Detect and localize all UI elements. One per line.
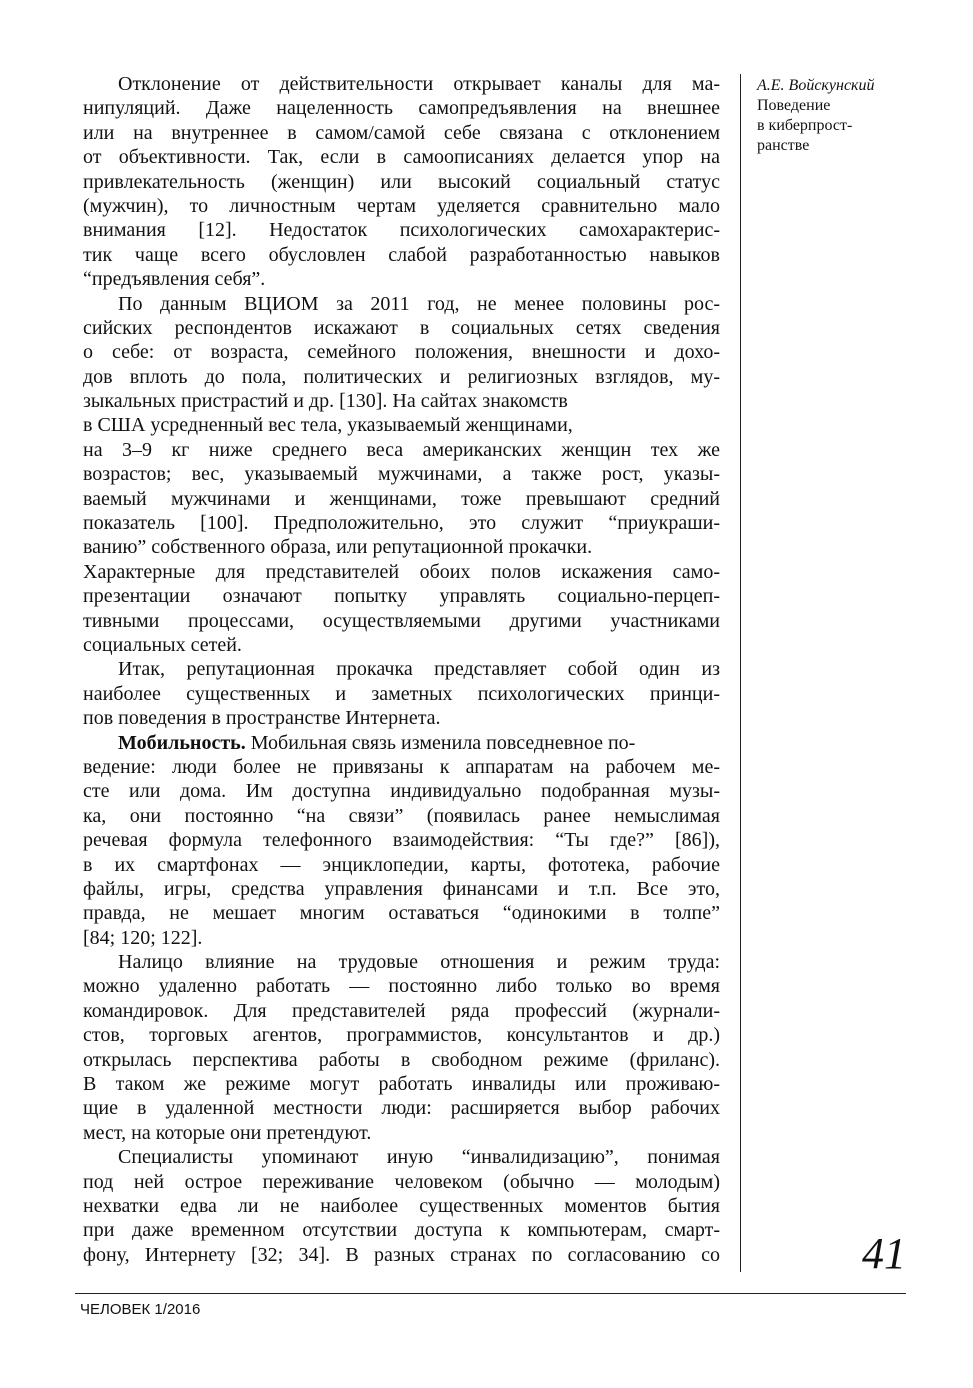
text-line: нехватки едва ли не наиболее существенных моментов бытия (83, 1194, 720, 1217)
text-line: от объективности. Так, если в самоописаниях делается упор на (83, 146, 720, 169)
text-line: Характерные для представителей обоих полов искажения само- (83, 560, 720, 583)
running-header (757, 76, 875, 156)
text-line: ваемый мужчинами и женщинами, тоже превышают средний (83, 487, 720, 510)
text-line: социальных сетей. (83, 633, 242, 656)
text-line: сийских респондентов искажают в социальных сетях сведения (83, 316, 720, 339)
text-line: сте или дома. Им доступна индивидуально подобранная музы- (83, 780, 720, 803)
text-line: В таком же режиме могут работать инвалиды или проживаю- (83, 1073, 720, 1096)
article-title-line: ранстве (757, 137, 810, 154)
text-line: показатель [100]. Предположительно, это служит “приукраши- (83, 512, 720, 535)
text-line: “предъявления себя”. (83, 268, 266, 291)
text-line: презентации означают попытку управлять социально-перцеп- (83, 585, 720, 608)
text-line: о себе: от возраста, семейного положения, внешности и дохо- (83, 341, 720, 364)
text-line: при даже временном отсутствии доступа к компьютерам, смарт- (83, 1219, 720, 1242)
text-line: пов поведения в пространстве Интернета. (83, 707, 441, 730)
text-line: Налицо влияние на трудовые отношения и режим труда: (118, 951, 720, 974)
text-line: в США усредненный вес тела, указываемый женщинами, (83, 414, 573, 437)
text-line: мест, на которые они претендуют. (83, 1121, 372, 1144)
footer-divider (75, 1293, 906, 1294)
text-line: или на внутреннее в самом/самой себе связана с отклонением (83, 121, 720, 144)
text-line: можно удаленно работать — постоянно либо только во время (83, 975, 720, 998)
text-line: внимания [12]. Недостаток психологических самохарактерис- (83, 219, 720, 242)
text-span: Мобильная связь изменила повседневное по- (245, 731, 636, 754)
text-line: [84; 120; 122]. (83, 926, 203, 949)
text-line: привлекательность (женщин) или высокий социальный статус (83, 170, 720, 193)
text-line: ведение: люди более не привязаны к аппаратам на рабочем ме- (83, 755, 720, 778)
text-line: тик чаще всего обусловлен слабой разработанностью навыков (83, 243, 720, 266)
text-line: в их смартфонах — энциклопедии, карты, фототека, рабочие (83, 853, 720, 876)
text-line: Итак, репутационная прокачка представляет собой один из (118, 658, 720, 681)
text-line: щие в удаленной местности люди: расширяется выбор рабочих (83, 1097, 720, 1120)
text-line: ка, они постоянно “на связи” (появилась ранее немыслимая (83, 804, 720, 827)
text-line: файлы, игры, средства управления финансами и т.п. Все это, (83, 877, 720, 900)
text-line: правда, не мешает многим оставаться “одинокими в толпе” (83, 902, 720, 925)
text-line: наиболее существенных и заметных психологических принци- (83, 682, 720, 705)
text-line (83, 731, 720, 755)
text-line: фону, Интернету [32; 34]. В разных странах по согласованию со (83, 1243, 720, 1266)
text-line: нипуляций. Даже нацеленность самопредъявления на внешнее (83, 97, 720, 120)
text-line: зыкальных пристрастий и др. [130]. На сайтах знакомств (83, 390, 568, 413)
text-line: возрастов; вес, указываемый мужчинами, а также рост, указы- (83, 463, 720, 486)
text-line: стов, торговых агентов, программистов, консультантов и др.) (83, 1024, 720, 1047)
text-line: ванию” собственного образа, или репутационной прокачки. (83, 536, 593, 559)
article-title-line: Поведение (757, 97, 831, 114)
text-line: командировок. Для представителей ряда профессий (журнали- (83, 999, 720, 1022)
text-line: Специалисты упоминают иную “инвалидизацию”, понимая (118, 1146, 720, 1169)
margin-divider (740, 74, 741, 1272)
text-line: По данным ВЦИОМ за 2011 год, не менее половины рос- (118, 292, 720, 315)
section-lead: Мобильность. (118, 731, 246, 754)
text-line: на 3–9 кг ниже среднего веса американских женщин тех же (83, 438, 720, 461)
page-number: 41 (862, 1229, 906, 1278)
text-line: открылась перспектива работы в свободном режиме (фриланс). (83, 1048, 720, 1071)
text-line: (мужчин), то личностным чертам уделяется сравнительно мало (83, 194, 720, 217)
text-line: под ней острое переживание человеком (обычно — молодым) (83, 1170, 720, 1193)
article-title-line: в киберпрост- (757, 117, 853, 134)
article-body (83, 72, 720, 1267)
journal-footer: ЧЕЛОВЕК 1/2016 (80, 1301, 201, 1318)
author-name: А.Е. Войскунский (757, 77, 875, 94)
text-line: тивными процессами, осуществляемыми другими участниками (83, 609, 720, 632)
text-line: дов вплоть до пола, политических и религиозных взглядов, му- (83, 365, 720, 388)
text-line: Отклонение от действительности открывает каналы для ма- (118, 73, 720, 95)
text-line: речевая формула телефонного взаимодействия: “Ты где?” [86]), (83, 829, 720, 852)
